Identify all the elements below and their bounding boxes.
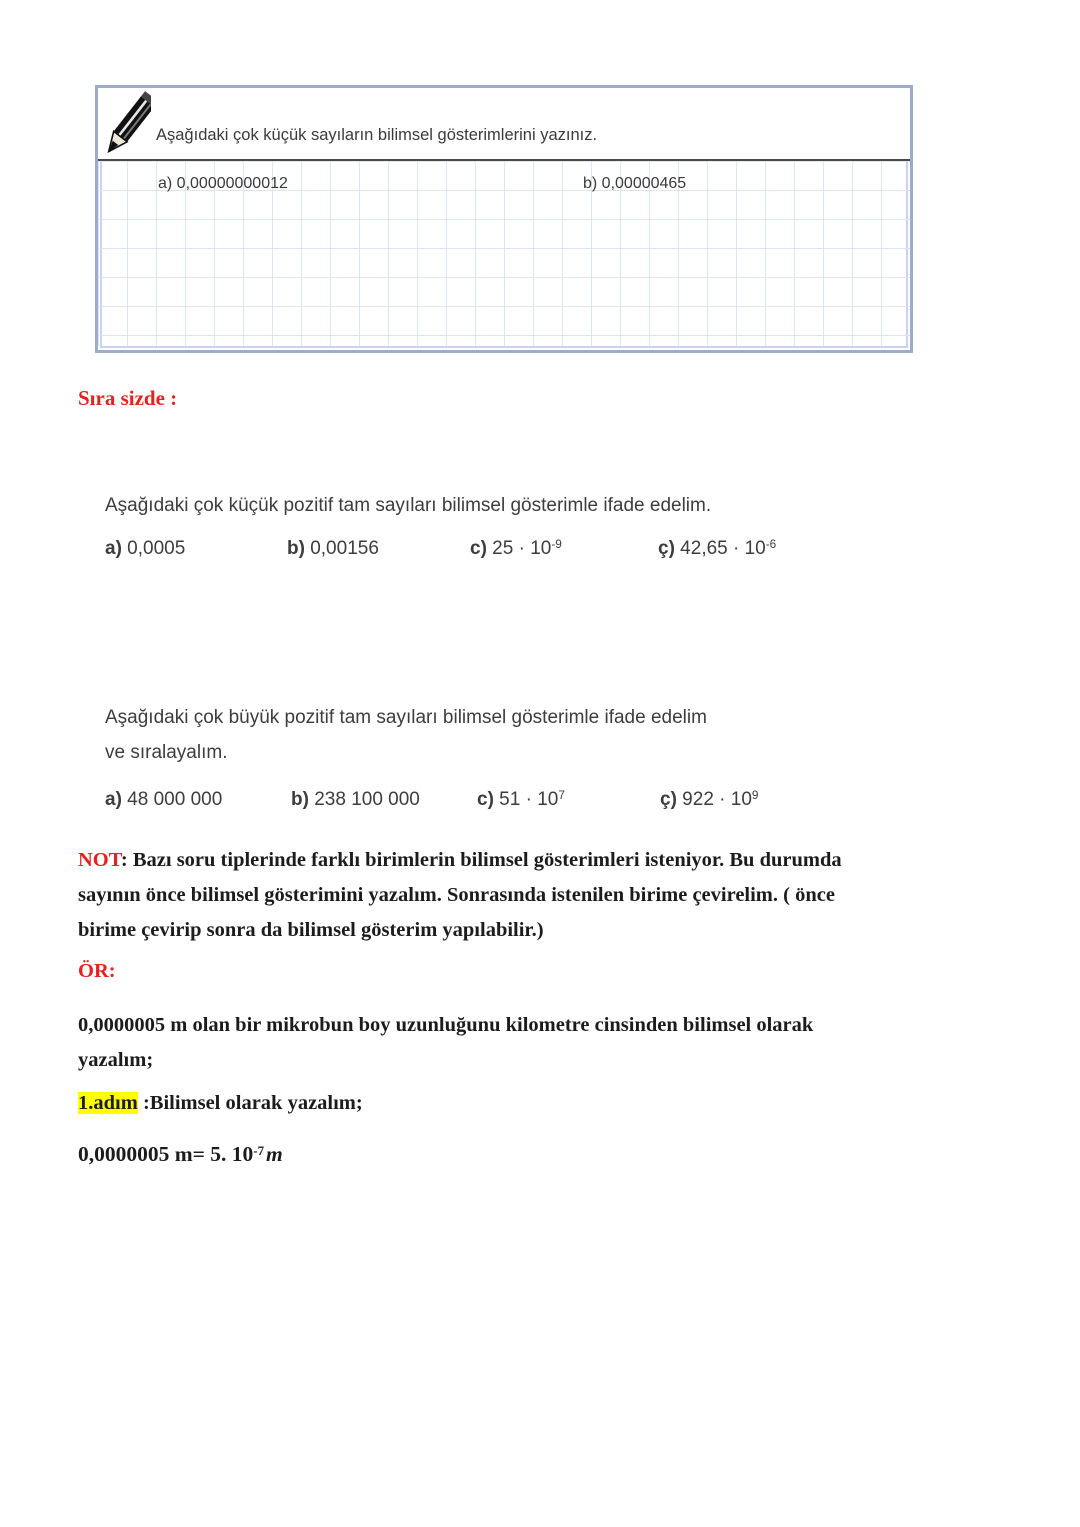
- step1-highlight: 1.adım: [78, 1092, 138, 1114]
- exercise-box: [95, 85, 913, 353]
- item-label: a): [105, 789, 122, 810]
- exercise-big-item-b: [291, 789, 420, 811]
- note-paragraph: [78, 843, 890, 948]
- item-value: 42,65 · 10: [674, 538, 766, 559]
- exercise-box-header: [98, 88, 910, 161]
- item-label: c): [470, 538, 487, 559]
- item-value: 238 100 000: [308, 789, 420, 810]
- item-value: 922 · 10: [676, 789, 752, 810]
- exercise-box-title: Aşağıdaki çok küçük sayıların bilimsel gösterimlerini yazınız.: [156, 126, 598, 144]
- item-value: 0,0005: [121, 538, 186, 559]
- equation-exponent: -7: [253, 1143, 265, 1158]
- note-text: : Bazı soru tiplerinde farklı birimlerin bilimsel gösterimleri isteniyor. Bu durumda sayının önce bilimsel gösterimini yazalım. Sonrasında istenilen birime çevirelim. ( önce birime çevirip sonra da bilimsel gösterim yapılabilir.): [78, 849, 842, 941]
- exercise-big-item-cc: [660, 789, 758, 811]
- note-label: NOT: [78, 849, 121, 871]
- item-value: 48 000 000: [121, 789, 223, 810]
- exercise-big-item-c: [477, 789, 565, 811]
- exercise-box-grid: [98, 161, 910, 346]
- exercise-small-item-a: [105, 538, 185, 560]
- item-label: c): [477, 789, 494, 810]
- exercise-big-heading: Aşağıdaki çok büyük pozitif tam sayıları bilimsel gösterimle ifade edelim ve sıralayalım.: [105, 707, 707, 763]
- exercise-small-heading: Aşağıdaki çok küçük pozitif tam sayıları bilimsel gösterimle ifade edelim.: [105, 495, 712, 516]
- item-exponent: 7: [558, 789, 565, 803]
- exercise-small-item-cc: [658, 538, 776, 560]
- item-label: ç): [660, 789, 677, 810]
- item-label: b): [291, 789, 309, 810]
- pencil-icon: [105, 90, 151, 162]
- exercise-small-item-c: [470, 538, 562, 560]
- exercise-small-item-b: [287, 538, 379, 560]
- item-label: b): [287, 538, 305, 559]
- step1-line: [78, 1092, 363, 1115]
- step1-rest: :Bilimsel olarak yazalım;: [137, 1092, 363, 1114]
- exercise-big-items: [0, 789, 1080, 821]
- item-exponent: -9: [551, 538, 562, 552]
- item-label: ç): [658, 538, 675, 559]
- item-exponent: -6: [765, 538, 777, 552]
- sira-sizde-label: Sıra sizde :: [78, 386, 178, 410]
- equation-base: 0,0000005 m= 5. 10: [78, 1142, 254, 1166]
- box-item-b: b) 0,00000465: [583, 175, 687, 192]
- item-label: a): [105, 538, 122, 559]
- item-exponent: 9: [751, 789, 759, 803]
- exercise-big-item-a: [105, 789, 222, 811]
- or-label: ÖR:: [78, 960, 116, 982]
- box-item-a: a) 0,00000000012: [158, 175, 288, 192]
- exercise-small-items: [0, 538, 1080, 570]
- item-value: 51 · 10: [493, 789, 559, 810]
- equation: [78, 1142, 283, 1167]
- item-value: 0,00156: [304, 538, 379, 559]
- item-value: 25 · 10: [486, 538, 552, 559]
- equation-unit: m: [266, 1142, 283, 1166]
- example-text: 0,0000005 m olan bir mikrobun boy uzunluğunu kilometre cinsinden bilimsel olarak yazalım;: [78, 1014, 814, 1071]
